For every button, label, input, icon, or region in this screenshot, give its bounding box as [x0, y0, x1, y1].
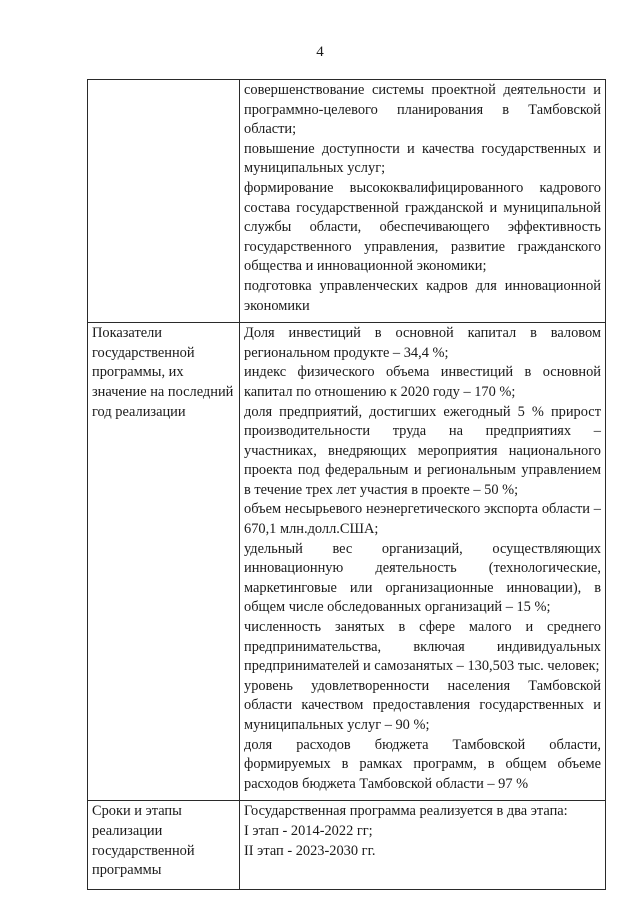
table-row-goals	[88, 80, 606, 323]
list-item: повышение доступности и качества государственных и муниципальных услуг;	[244, 140, 601, 177]
list-item: уровень удовлетворенности населения Тамбовской области качеством предоставления государственных и муниципальных услуг – 90 %;	[244, 677, 601, 733]
list-item: Государственная программа реализуется в два этапа:	[244, 803, 568, 820]
list-item: формирование высококвалифицированного кадрового состава государственной гражданской и муниципальной службы области, обеспечивающего эффективность государственного управления, развитие гражданского общества и инновационной экономики;	[244, 179, 601, 275]
list-item: объем несырьевого неэнергетического экспорта области – 670,1 млн.долл.США;	[244, 501, 601, 538]
row-label: Сроки и этапы реализации государственной программы	[88, 801, 240, 890]
row-content	[240, 80, 606, 323]
row-label	[88, 80, 240, 323]
list-item: удельный вес организаций, осуществляющих инновационную деятельность (технологические, маркетинговые или организационные инновации), в общем числе обследованных организаций – 15 %;	[244, 540, 601, 616]
list-item: численность занятых в сфере малого и среднего предпринимательства, включая индивидуальных предпринимателей и самозанятых – 130,503 тыс. человек;	[244, 619, 601, 675]
list-item: доля предприятий, достигших ежегодный 5 % прирост производительности труда на предприятиях – участниках, внедряющих мероприятия национального проекта под федеральным и региональным управлением в течение трех лет участия в проекте – 50 %;	[244, 403, 601, 498]
page-number: 4	[316, 44, 324, 60]
program-passport-table	[87, 79, 606, 890]
list-item: II этап - 2023-2030 гг.	[244, 842, 376, 859]
row-content	[240, 801, 606, 890]
table-row-indicators	[88, 323, 606, 801]
list-item: доля расходов бюджета Тамбовской области, формируемых в рамках программ, в общем объеме расходов бюджета Тамбовской области – 97 %	[244, 736, 601, 792]
list-item: подготовка управленческих кадров для инновационной экономики	[244, 277, 601, 314]
list-item: I этап - 2014-2022 гг;	[244, 822, 373, 839]
row-content	[240, 323, 606, 801]
table-row-stages	[88, 801, 606, 890]
list-item: Доля инвестиций в основной капитал в валовом региональном продукте – 34,4 %;	[244, 325, 601, 361]
list-item: индекс физического объема инвестиций в основной капитал по отношению к 2020 году – 170 %;	[244, 364, 601, 400]
row-label: Показатели государственной программы, их значение на последний год реализации	[88, 323, 240, 801]
list-item: совершенствование системы проектной деятельности и программно-целевого планирования в Тамбовской области;	[244, 82, 601, 138]
